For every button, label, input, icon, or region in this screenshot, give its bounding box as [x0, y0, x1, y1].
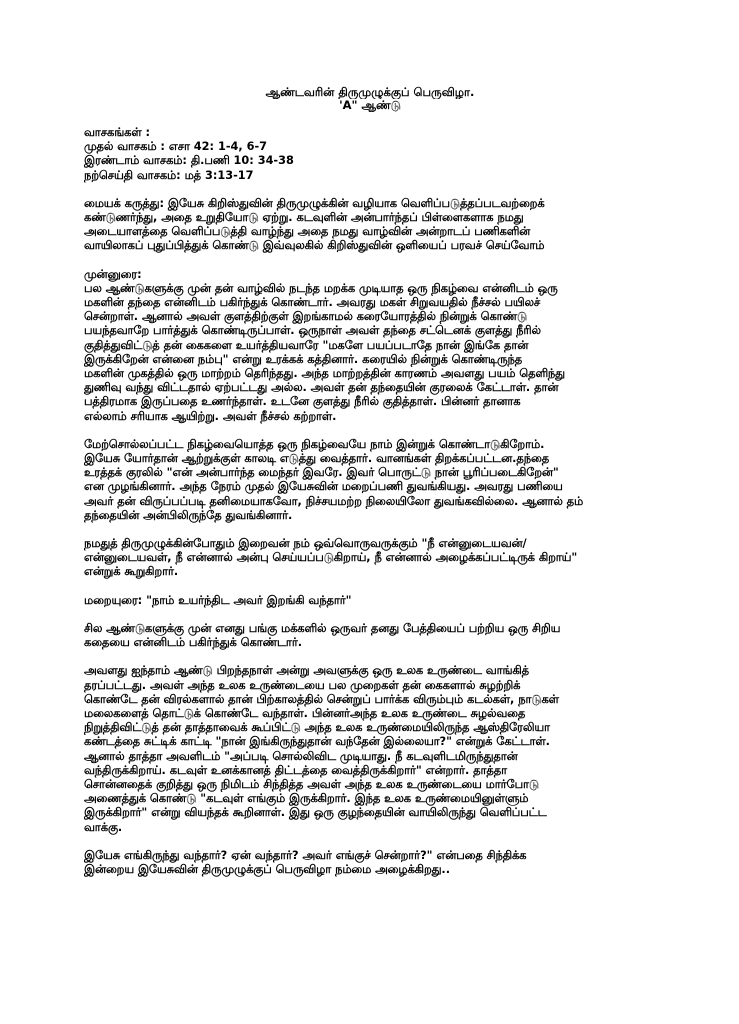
- sermon-line: இயேசு எங்கிருந்து வந்தார்? ஏன் வந்தார்? அவர் எங்குச் சென்றார்?" என்பதை சிந்திக்க: [84, 848, 527, 862]
- sermon-section: [84, 594, 656, 877]
- sermon-line: கொண்டே தன் விரல்களால் தான் பிற்காலத்தில் சென்றுப் பார்க்க விரும்பும் கடல்கள், நாடுகள்: [84, 692, 559, 706]
- first-reading: முதல் வாசகம் : எசா 42: 1-4, 6-7: [84, 140, 268, 154]
- sermon-heading: மறையுரை: "நாம் உயர்ந்திட அவர் இறங்கி வந்தார்": [84, 593, 352, 607]
- sermon-line: வாக்கு.: [84, 820, 123, 834]
- paragraph-line: தந்தையின் அன்பிலிருந்தே துவங்கினார்.: [84, 508, 293, 522]
- document-title: [84, 86, 656, 112]
- theme-line: வாயிலாகப் புதுப்பித்துக் கொண்டு இவ்வுலகில் கிறிஸ்துவின் ஒளியைப் பரவச் செய்வோம்: [84, 239, 545, 253]
- sermon-line: இன்றைய இயேசுவின் திருமுழுக்குப் பெருவிழா நம்மை அழைக்கிறது..: [84, 862, 451, 876]
- title-line-2: 'A" ஆண்டு: [339, 99, 401, 112]
- gospel-reading: நற்செய்தி வாசகம்: மத் 3:13-17: [84, 168, 254, 182]
- intro-line: குதித்துவிட்டுத் தன் கைகளை உயர்த்தியவாரே "மகளே பயப்படாதே நான் இங்கே தான்: [84, 338, 529, 352]
- intro-line: மகளின் தந்தை என்னிடம் பகிர்ந்துக் கொண்டார். அவரது மகள் சிறுவயதில் நீச்சல் பயிலச்: [84, 296, 541, 310]
- sermon-line: அவளது ஐந்தாம் ஆண்டு பிறந்தநாள் அன்று அவளுக்கு ஒரு உலக உருண்டை வாங்கித்: [84, 664, 529, 678]
- intro-line: இருக்கிறேன் என்னை நம்பு" என்று உரக்கக் கத்தினார். கரையில் நின்றுக் கொண்டிருந்த: [84, 352, 523, 366]
- paragraph-line: மேற்சொல்லப்பட்ட நிகழ்வையொத்த ஒரு நிகழ்வையே நாம் இன்றுக் கொண்டாடுகிறோம்.: [84, 437, 545, 451]
- introduction-heading: முன்னுரை:: [84, 267, 142, 281]
- theme-line: கண்டுணர்ந்து, அதை உறுதியோடு ஏற்று. கடவுளின் அன்பார்ந்தப் பிள்ளைகளாக நமது: [84, 211, 524, 225]
- sermon-line: கண்டத்தை சுட்டிக் காட்டி "நான் இங்கிருந்துதான் வந்தேன் இல்லையா?" என்றுக் கேட்டாள்.: [84, 735, 550, 749]
- theme-line: அடையாளத்தை வெளிப்படுத்தி வாழ்ந்து அதை நமது வாழ்வின் அன்றாடப் பணிகளின்: [84, 225, 531, 239]
- second-reading: இரண்டாம் வாசகம்: தி.பணி 10: 34-38: [84, 154, 294, 168]
- paragraph-line: என முழங்கினார். அந்த நேரம் முதல் இயேசுவின் மறைப்பணி துவங்கியது. அவரது பணியை: [84, 480, 563, 494]
- sermon-line: நிறுத்திவிட்டுத் தன் தாத்தாவைக் கூப்பிட்டு அந்த உலக உருண்மையிலிருந்த ஆஸ்திரேலியா: [84, 721, 550, 735]
- introduction-section: [84, 268, 656, 424]
- central-theme: [84, 197, 656, 254]
- intro-line: பத்திரமாக இருப்பதை உணர்ந்தாள். உடனே குளத்து நீரில் குதித்தாள். பின்னர் தானாக: [84, 395, 521, 409]
- theme-line: மையக் கருத்து: இயேசு கிறிஸ்துவின் திருமுழுக்கின் வழியாக வெளிப்படுத்தப்படவற்றைக்: [84, 196, 545, 210]
- our-baptism-paragraph: [84, 537, 656, 580]
- readings-heading: வாசகங்கள் :: [84, 126, 150, 139]
- paragraph-line: இயேசு யோர்தான் ஆற்றுக்குள் காலடி எடுத்து வைத்தார். வானங்கள் திறக்கப்பட்டன.தந்தை: [84, 452, 550, 466]
- sermon-line: சொன்னதைக் குறித்து ஒரு நிமிடம் சிந்தித்த அவள் அந்த உலக உருண்டையை மார்போடு: [84, 777, 539, 791]
- sermon-line: ஆனால் தாத்தா அவளிடம் "அப்படி சொல்லிவிட முடியாது. நீ கடவுளிடமிருந்துதான்: [84, 749, 518, 763]
- paragraph-line: நமதுத் திருமுழுக்கின்போதும் இறைவன் நம் ஒவ்வொருவருக்கும் "நீ என்னுடையவன்/: [84, 537, 527, 551]
- paragraph-line: அவர் தன் விருப்பப்படி தனிமையாகவோ, நிச்சயமற்ற நிலையிலோ துவங்கவில்லை. ஆனால் தம்: [84, 494, 584, 508]
- paragraph-line: உரத்தக் குரலில் "என் அன்பார்ந்த மைந்தர் இவரே. இவர் பொருட்டு நான் பூரிப்படைகிறேன்": [84, 466, 559, 480]
- intro-line: மகளின் முகத்தில் ஒரு மாற்றம் தெரிந்தது. அந்த மாற்றத்தின் காரணம் அவளது பயம் தெளிந்து: [84, 367, 565, 381]
- paragraph-line: என்னுடையவள், நீ என்னால் அன்பு செய்யப்படுகிறாய், நீ என்னால் அழைக்கப்பட்டிருக் கிறாய்": [84, 551, 578, 565]
- document-page: [84, 86, 656, 877]
- readings-section: [84, 126, 656, 183]
- intro-line: எல்லாம் சரியாக ஆயிற்று. அவள் நீச்சல் கற்றாள்.: [84, 409, 337, 423]
- sermon-line: தரப்பட்டது. அவள் அந்த உலக உருண்டையை பல முறைகள் தன் கைகளால் சுழற்றிக்: [84, 678, 521, 692]
- sermon-line: அணைத்துக் கொண்டு "கடவுள் எங்கும் இருக்கிறார். இந்த உலக உருண்மையினுள்ளும்: [84, 792, 529, 806]
- sermon-line: வந்திருக்கிறாய். கடவுள் உனக்கானத் திட்டத்தை வைத்திருக்கிறார்" என்றார். தாத்தா: [84, 763, 508, 777]
- sermon-line: மலைகளைத் தொட்டுக் கொண்டே வந்தாள். பின்னர்அந்த உலக உருண்டை சுழல்வதை: [84, 706, 526, 720]
- intro-line: சென்றாள். ஆனால் அவள் குளத்திற்குள் இறங்காமல் கரையோரத்தில் நின்றுக் கொண்டு: [84, 310, 528, 324]
- intro-line: துணிவு வந்து விட்டதால் ஏற்பட்டது அல்ல. அவள் தன் தந்தையின் குரலைக் கேட்டாள். தான்: [84, 381, 559, 395]
- sermon-line: இருக்கிறார்" என்று வியந்தக் கூறினாள். இது ஒரு குழந்தையின் வாயிலிருந்து வெளிப்பட்ட: [84, 806, 547, 820]
- sermon-line: சில ஆண்டுகளுக்கு முன் எனது பங்கு மக்களில் ஒருவர் தனது பேத்தியைப் பற்றிய ஒரு சிறிய: [84, 621, 561, 635]
- intro-line: பல ஆண்டுகளுக்கு முன் தன் வாழ்வில் நடந்த மறக்க முடியாத ஒரு நிகழ்வை என்னிடம் ஒரு: [84, 281, 558, 295]
- intro-line: பயந்தவாறே பார்த்துக் கொண்டிருப்பாள். ஒருநாள் அவள் தந்தை சட்டெனக் குளத்து நீரில்: [84, 324, 541, 338]
- title-line-1: ஆண்டவரின் திருமுழுக்குப் பெருவிழா.: [265, 86, 475, 99]
- sermon-line: கதையை என்னிடம் பகிர்ந்துக் கொண்டார்.: [84, 636, 303, 650]
- paragraph-line: என்றுக் கூறுகிறார்.: [84, 565, 179, 579]
- baptism-paragraph: [84, 438, 656, 523]
